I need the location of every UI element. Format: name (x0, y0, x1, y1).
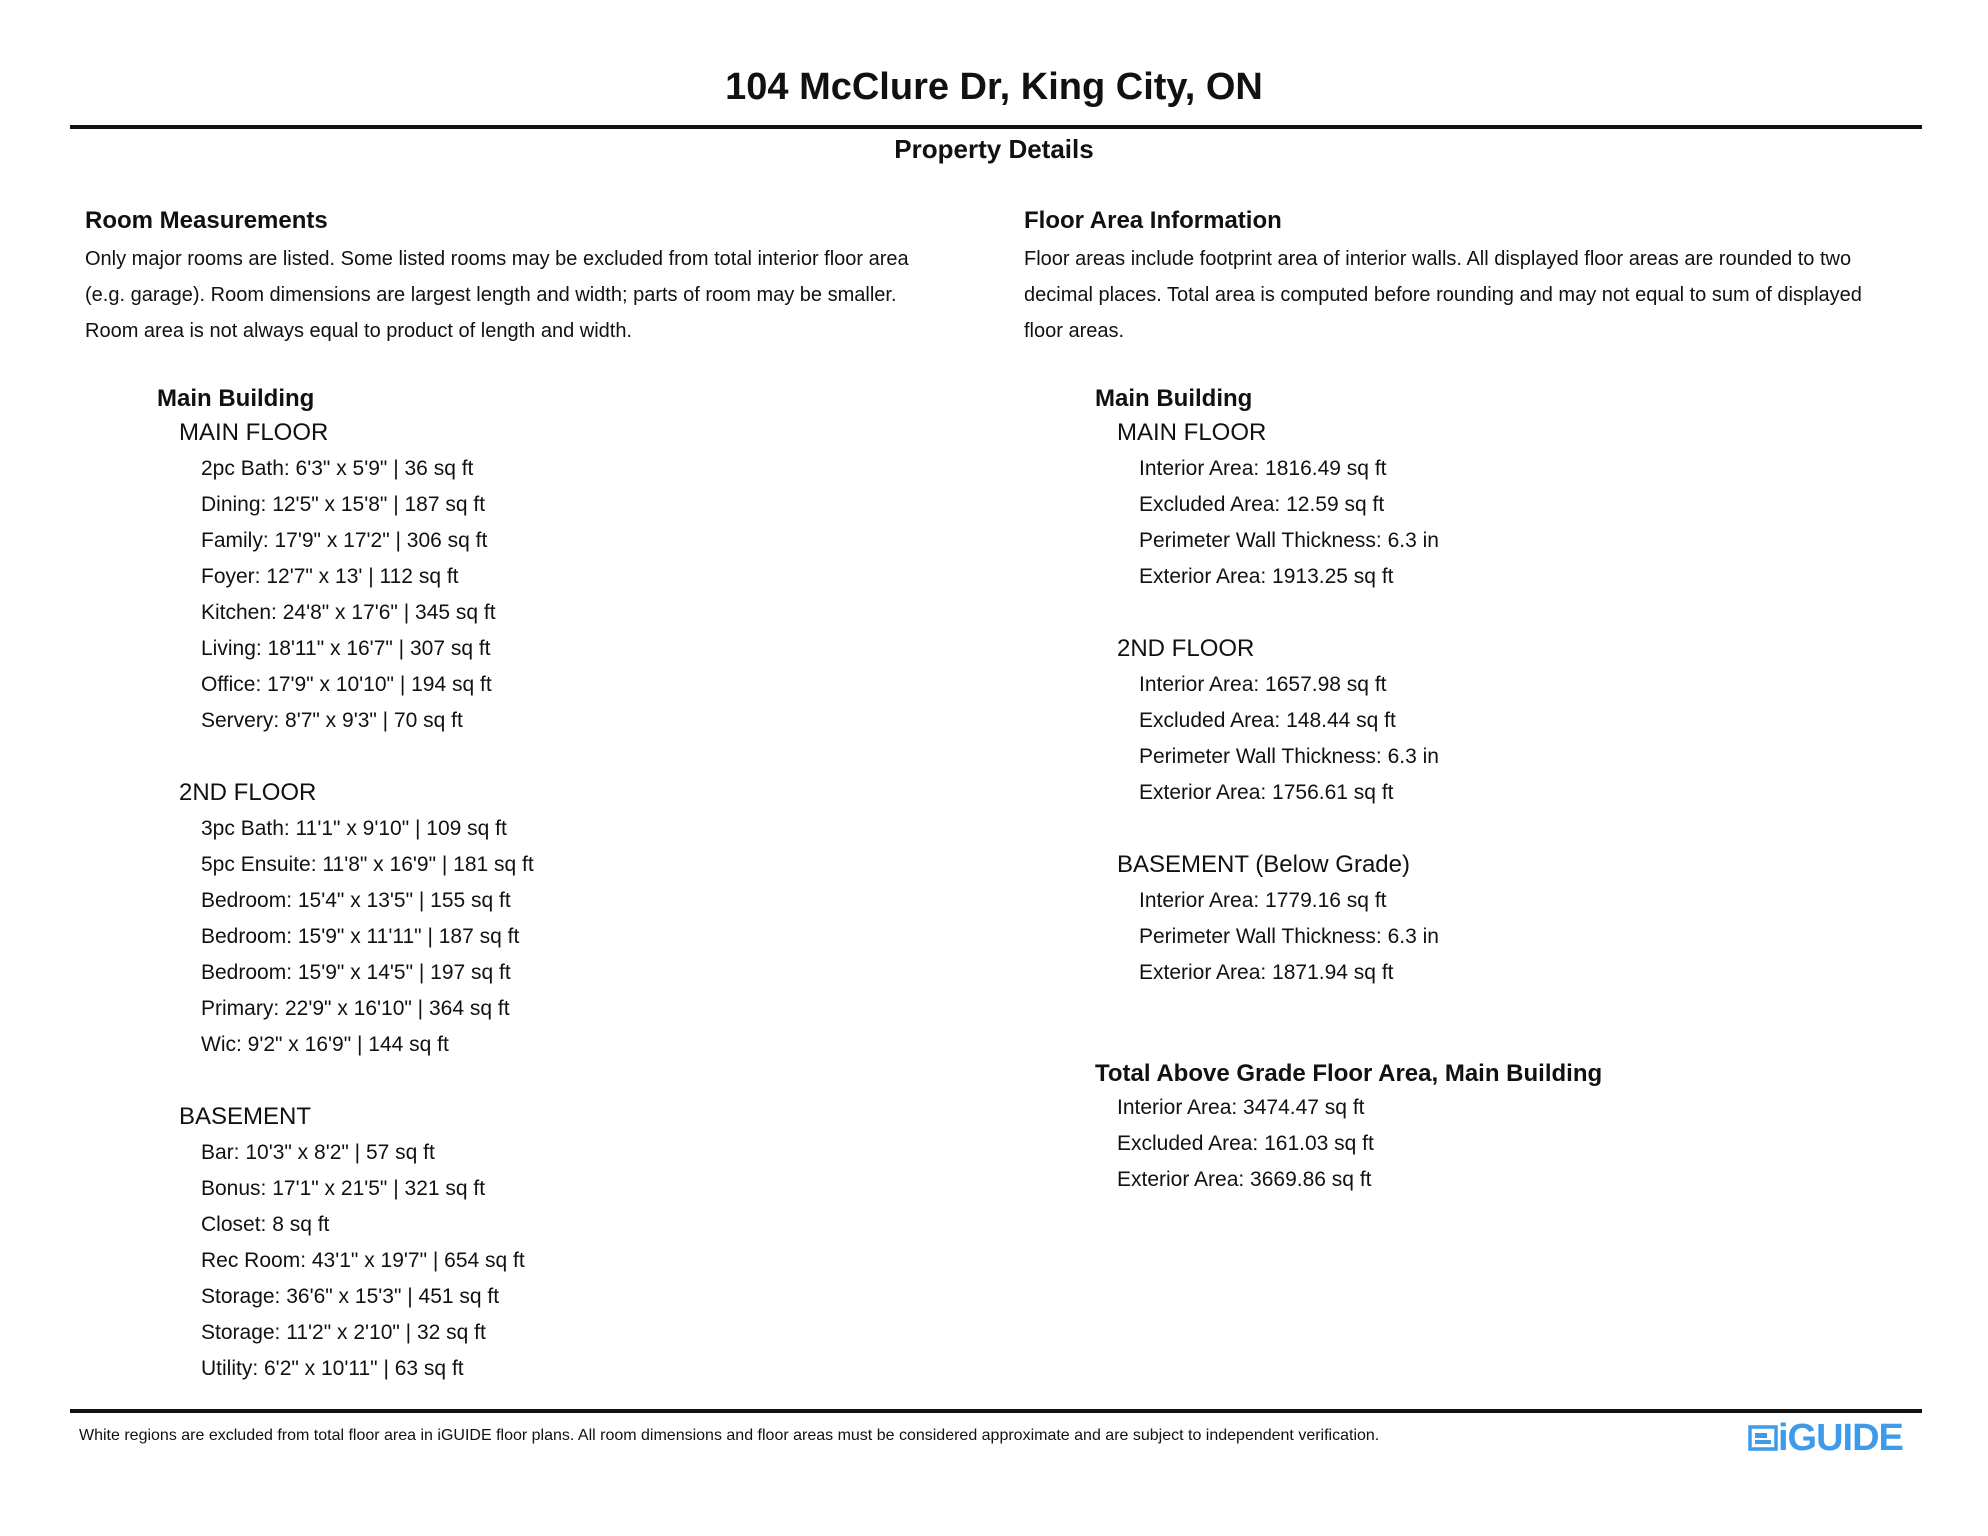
area-floor-list (1095, 415, 1895, 991)
floor-name: MAIN FLOOR (179, 419, 329, 446)
note-line: Room area is not always equal to product of length and width. (85, 320, 632, 342)
note-line: (e.g. garage). Room dimensions are largest length and width; parts of room may be smaller. (85, 284, 897, 306)
building-name: Main Building (1095, 385, 1253, 412)
floor-name: BASEMENT (Below Grade) (1117, 851, 1410, 878)
note-line: Floor areas include footprint area of interior walls. All displayed floor areas are rounded to two (1024, 248, 1852, 270)
room-measurements-note (85, 241, 1005, 349)
room-item: 2pc Bath: 6'3" x 5'9" | 36 sq ft (201, 457, 474, 480)
area-item: Exterior Area: 1871.94 sq ft (1139, 961, 1394, 984)
note-line: Only major rooms are listed. Some listed rooms may be excluded from total interior floor area (85, 248, 909, 270)
floor-area-heading: Floor Area Information (1024, 207, 1282, 234)
iguide-logo-icon (1748, 1424, 1778, 1452)
floor-name: BASEMENT (179, 1103, 312, 1130)
area-floor-basement (1117, 847, 1895, 991)
page-title: 104 McClure Dr, King City, ON (725, 66, 1263, 108)
area-building-block (1095, 385, 1895, 991)
iguide-logo (1748, 1418, 1903, 1458)
floor-name: 2ND FLOOR (179, 779, 317, 806)
room-item: Foyer: 12'7" x 13' | 112 sq ft (201, 565, 459, 588)
room-item: Kitchen: 24'8" x 17'6" | 345 sq ft (201, 601, 496, 624)
total-area-heading: Total Above Grade Floor Area, Main Building (1095, 1060, 1603, 1087)
floor-group-basement (179, 1099, 857, 1387)
room-item: Bedroom: 15'4" x 13'5" | 155 sq ft (201, 889, 511, 912)
room-item: Bonus: 17'1" x 21'5" | 321 sq ft (201, 1177, 486, 1200)
note-line: decimal places. Total area is computed before rounding and may not equal to sum of displayed (1024, 284, 1862, 306)
area-floor-2nd (1117, 631, 1895, 811)
floor-area-section (1024, 207, 1944, 349)
room-item: Primary: 22'9" x 16'10" | 364 sq ft (201, 997, 510, 1020)
room-building-block (157, 385, 857, 1387)
total-item: Exterior Area: 3669.86 sq ft (1117, 1168, 1372, 1191)
area-floor-main (1117, 415, 1895, 595)
floor-area-note (1024, 241, 1944, 349)
note-line: floor areas. (1024, 320, 1125, 342)
floor-group-main (179, 415, 857, 739)
room-item: Dining: 12'5" x 15'8" | 187 sq ft (201, 493, 486, 516)
area-item: Exterior Area: 1913.25 sq ft (1139, 565, 1394, 588)
footer-disclaimer: White regions are excluded from total floor area in iGUIDE floor plans. All room dimensions and floor areas must be considered approximate and are subject to independent verification. (79, 1427, 1380, 1444)
room-item: Office: 17'9" x 10'10" | 194 sq ft (201, 673, 492, 696)
room-floor-list (157, 415, 857, 1387)
floor-name: MAIN FLOOR (1117, 419, 1267, 446)
building-name: Main Building (157, 385, 315, 412)
area-item: Perimeter Wall Thickness: 6.3 in (1139, 529, 1439, 552)
header-divider (70, 125, 1922, 129)
floor-group-2nd (179, 775, 857, 1063)
page-subtitle: Property Details (894, 134, 1094, 164)
room-item: Living: 18'11" x 16'7" | 307 sq ft (201, 637, 491, 660)
floor-name: 2ND FLOOR (1117, 635, 1255, 662)
total-item: Interior Area: 3474.47 sq ft (1117, 1096, 1365, 1119)
room-item: Wic: 9'2" x 16'9" | 144 sq ft (201, 1033, 449, 1056)
iguide-logo-text: iGUIDE (1778, 1417, 1903, 1459)
room-item: Servery: 8'7" x 9'3" | 70 sq ft (201, 709, 463, 732)
room-item: Closet: 8 sq ft (201, 1213, 330, 1236)
area-item: Interior Area: 1657.98 sq ft (1139, 673, 1387, 696)
area-item: Interior Area: 1779.16 sq ft (1139, 889, 1387, 912)
total-item: Excluded Area: 161.03 sq ft (1117, 1132, 1374, 1155)
footer-divider (70, 1409, 1922, 1413)
area-item: Perimeter Wall Thickness: 6.3 in (1139, 925, 1439, 948)
room-item: Bedroom: 15'9" x 11'11" | 187 sq ft (201, 925, 520, 948)
room-item: Utility: 6'2" x 10'11" | 63 sq ft (201, 1357, 464, 1380)
total-area-list (1095, 1090, 1895, 1198)
room-item: 3pc Bath: 11'1" x 9'10" | 109 sq ft (201, 817, 507, 840)
room-item: Storage: 36'6" x 15'3" | 451 sq ft (201, 1285, 500, 1308)
room-item: Bedroom: 15'9" x 14'5" | 197 sq ft (201, 961, 511, 984)
room-measurements-section (85, 207, 1005, 349)
area-item: Excluded Area: 148.44 sq ft (1139, 709, 1396, 732)
room-item: Bar: 10'3" x 8'2" | 57 sq ft (201, 1141, 435, 1164)
room-item: Family: 17'9" x 17'2" | 306 sq ft (201, 529, 488, 552)
area-item: Perimeter Wall Thickness: 6.3 in (1139, 745, 1439, 768)
total-area-block (1095, 1060, 1895, 1198)
area-item: Interior Area: 1816.49 sq ft (1139, 457, 1387, 480)
area-item: Exterior Area: 1756.61 sq ft (1139, 781, 1394, 804)
area-item: Excluded Area: 12.59 sq ft (1139, 493, 1385, 516)
room-measurements-heading: Room Measurements (85, 207, 328, 234)
room-item: Storage: 11'2" x 2'10" | 32 sq ft (201, 1321, 486, 1344)
room-item: Rec Room: 43'1" x 19'7" | 654 sq ft (201, 1249, 525, 1272)
room-item: 5pc Ensuite: 11'8" x 16'9" | 181 sq ft (201, 853, 534, 876)
